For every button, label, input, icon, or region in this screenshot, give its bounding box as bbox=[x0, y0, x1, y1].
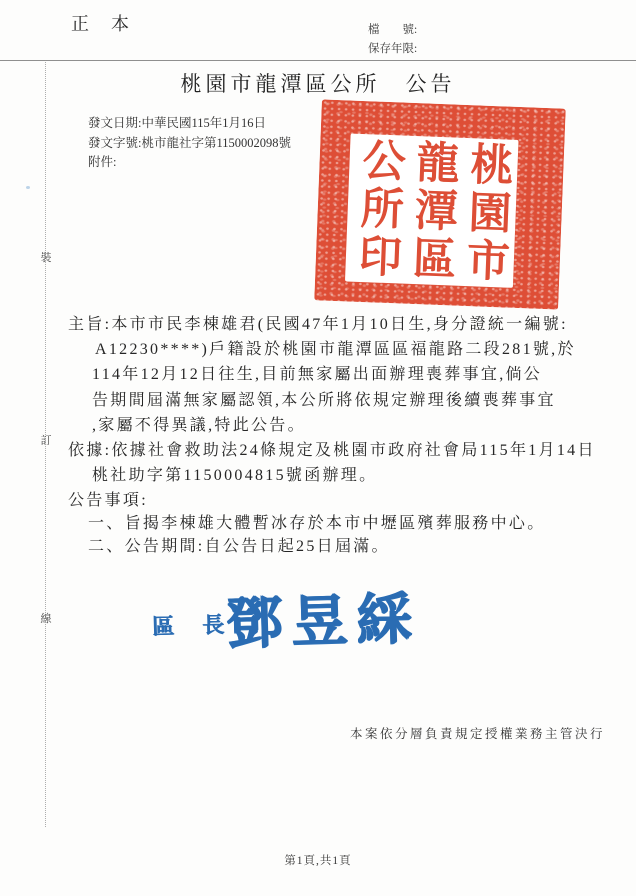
subject-line-1: 主旨:本市市民李棟雄君(民國47年1月10日生,身分證統一編號: bbox=[68, 316, 568, 333]
mayor-signature-block bbox=[139, 578, 461, 667]
binding-mark-xian: 線 bbox=[40, 613, 52, 625]
basis-line-2: 桃社助字第1150004815號函辦理。 bbox=[92, 467, 378, 484]
issue-number-line: 發文字號:桃市龍社字第1150002098號 bbox=[88, 135, 292, 150]
document-title: 桃園市龍潭區公所 公告 bbox=[180, 72, 456, 96]
scan-artifact-mark bbox=[26, 186, 30, 189]
authorization-note: 本案依分層負責規定授權業務主管決行 bbox=[350, 727, 606, 741]
announcement-items-heading: 公告事項: bbox=[68, 492, 148, 509]
retention-period-label: 保存年限: bbox=[368, 43, 418, 55]
subject-line-5: ,家屬不得異議,特此公告。 bbox=[92, 417, 306, 434]
subject-line-4: 告期間屆滿無家屬認領,本公所將依規定辦理後續喪葬事宜 bbox=[92, 392, 556, 409]
mayor-title-label: 區 長 bbox=[151, 612, 228, 640]
header-divider bbox=[0, 60, 636, 61]
subject-line-3: 114年12月12日往生,目前無家屬出面辦理喪葬事宜,倘公 bbox=[92, 366, 543, 383]
mayor-signature-name: 鄧昱綵 bbox=[225, 588, 422, 657]
file-number-block bbox=[368, 21, 417, 59]
subject-line-2: A12230****)戶籍設於桃園市龍潭區區福龍路二段281號,於 bbox=[95, 341, 576, 358]
official-seal-stamp bbox=[314, 99, 566, 309]
issue-meta-block bbox=[88, 114, 291, 173]
basis-line-1: 依據:依據社會救助法24條規定及桃園市政府社會局115年1月14日 bbox=[68, 442, 596, 459]
official-seal-text: 桃園市 龍潭區 公所印 bbox=[352, 135, 513, 286]
announcement-item-2: 二、公告期間:自公告日起25日屆滿。 bbox=[88, 538, 390, 555]
announcement-item-1: 一、旨揭李棟雄大體暫冰存於本市中壢區殯葬服務中心。 bbox=[88, 515, 546, 532]
file-number-label: 檔 號: bbox=[368, 24, 418, 36]
binding-mark-zhuang: 裝 bbox=[40, 252, 52, 264]
attachment-line: 附件: bbox=[88, 155, 117, 169]
issue-date-line: 發文日期:中華民國115年1月16日 bbox=[88, 116, 267, 130]
binding-mark-ding: 訂 bbox=[40, 435, 52, 447]
page-number: 第1頁,共1頁 bbox=[284, 855, 352, 867]
copy-type-label: 正 本 bbox=[71, 14, 131, 34]
official-seal-inner bbox=[345, 134, 519, 288]
